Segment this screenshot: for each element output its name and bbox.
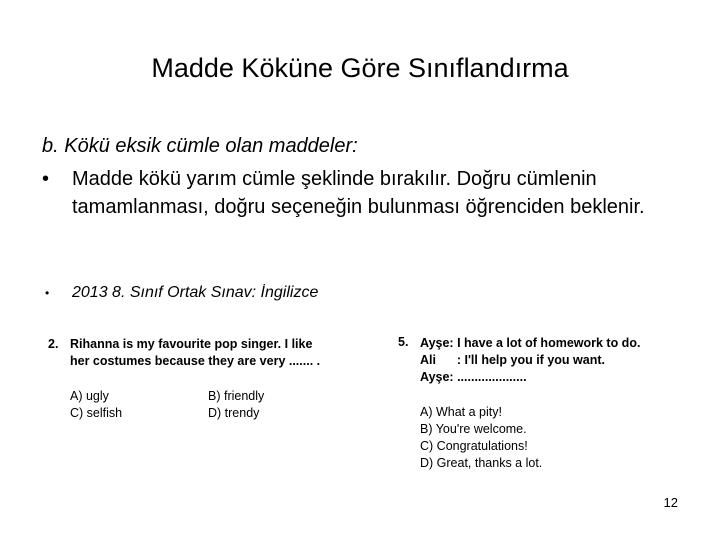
question-stem <box>70 336 320 370</box>
dialogue-separator: : <box>449 370 454 384</box>
answer-option-a: A) What a pity! <box>420 405 502 419</box>
dialogue-separator: : <box>456 353 461 367</box>
dialogue-text: I have a lot of homework to do. <box>457 336 641 350</box>
dialogue-line <box>420 352 605 369</box>
answer-option-b: B) friendly <box>208 389 265 403</box>
dialogue-line <box>420 335 640 352</box>
bullet-marker: • <box>45 286 50 300</box>
dialogue-text: I'll help you if you want. <box>464 353 605 367</box>
answer-option-d: D) trendy <box>208 406 260 420</box>
answer-option-a: A) ugly <box>70 389 109 403</box>
question-stem-line: her costumes because they are very ....... . <box>70 354 321 368</box>
question-stem-line: Rihanna is my favourite pop singer. I like <box>70 337 313 351</box>
bullet-text: Madde kökü yarım cümle şeklinde bırakılır. Doğru cümlenin tamamlanması, doğru seçeneğin bulunması öğrenciden beklenir. <box>72 168 645 218</box>
page-number: 12 <box>663 495 678 510</box>
question-number: 2. <box>48 337 59 351</box>
answer-option-c: C) Congratulations! <box>420 439 528 453</box>
question-number: 5. <box>398 335 409 349</box>
question-2-image <box>48 336 368 426</box>
slide-title: Madde Köküne Göre Sınıflandırma <box>151 53 569 83</box>
dialogue-speaker: Ali <box>420 353 436 367</box>
answer-option-d: D) Great, thanks a lot. <box>420 456 543 470</box>
dialogue-line <box>420 369 527 386</box>
subheading: b. Kökü eksik cümle olan maddeler: <box>42 135 358 157</box>
bullet-text: 2013 8. Sınıf Ortak Sınav: İngilizce <box>72 284 319 301</box>
bullet-marker: • <box>42 168 50 190</box>
answer-option-c: C) selfish <box>70 406 123 420</box>
answer-option-b: B) You're welcome. <box>420 422 527 436</box>
dialogue-separator: : <box>449 336 454 350</box>
dialogue-speaker: Ayşe <box>420 370 450 384</box>
question-5-image <box>398 334 698 474</box>
dialogue-speaker: Ayşe <box>420 336 450 350</box>
dialogue-text: .................... <box>457 370 527 384</box>
